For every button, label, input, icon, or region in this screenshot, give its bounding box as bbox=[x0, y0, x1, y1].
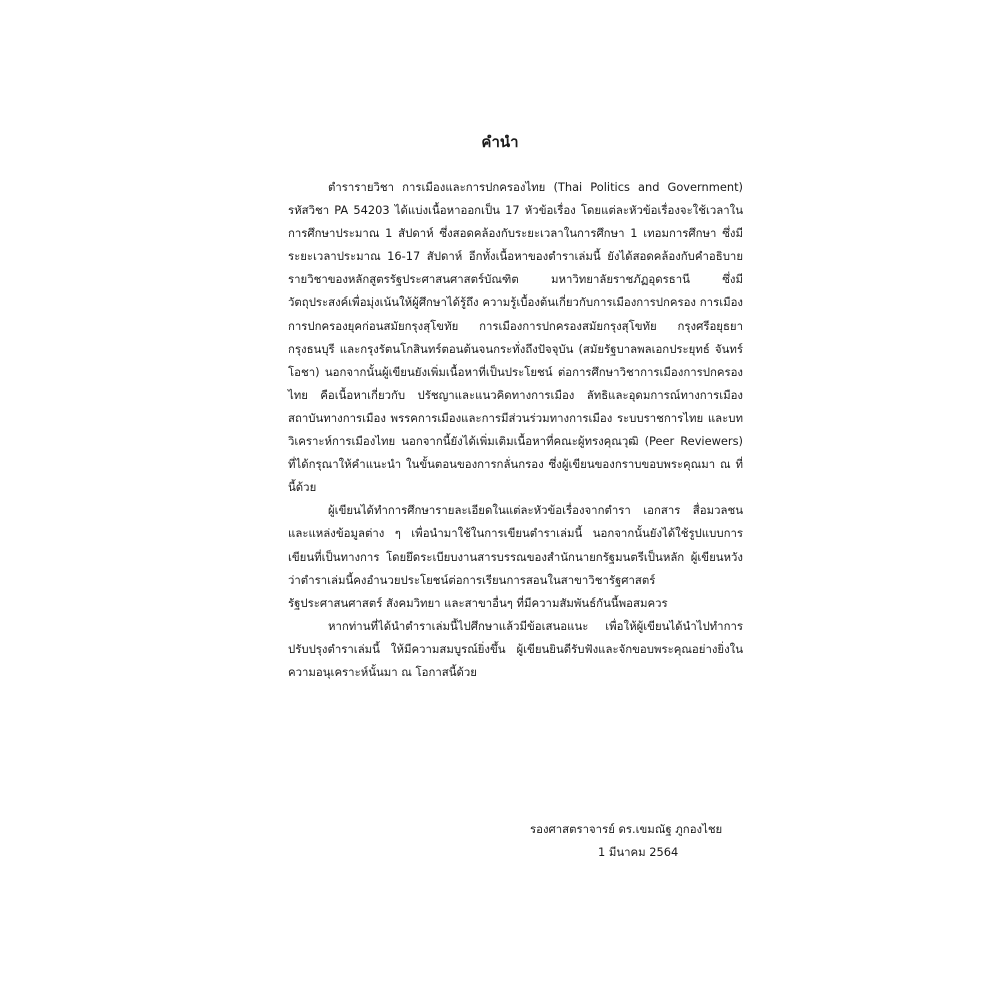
signature-date: 1 มีนาคม 2564 bbox=[598, 845, 679, 859]
preface-paragraph-2: ผู้เขียนได้ทำการศึกษารายละเอียดในแต่ละหัวข้อเรื่องจากตำรา เอกสาร สื่อมวลชน และแหล่งข้อมูลต่าง ๆ เพื่อนำมาใช้ในการเขียนตำราเล่มนี้ นอกจากนั้นยังได้ใช้รูปแบบการเขียนที่เป็นทางการ โดยยึดระเบียบงานสารบรรณของสำนักนายกรัฐมนตรีเป็นหลัก ผู้เขียนหวังว่าตำราเล่มนี้คงอำนวยประโยชน์ต่อการเรียนการสอนในสาขาวิชารัฐศาสตร์ รัฐประศาสนศาสตร์ สังคมวิทยา และสาขาอื่นๆ ที่มีความสัมพันธ์กันนี้พอสมควร bbox=[288, 503, 743, 610]
author-name: รองศาสตราจารย์ ดร.เขมณัฐ ภูกองไชย bbox=[530, 822, 723, 836]
preface-body bbox=[288, 176, 743, 684]
preface-paragraph-3: หากท่านที่ได้นำตำราเล่มนี้ไปศึกษาแล้วมีข้อเสนอแนะ เพื่อให้ผู้เขียนได้นำไปทำการปรับปรุงตำราเล่มนี้ ให้มีความสมบูรณ์ยิ่งขึ้น ผู้เขียนยินดีรับฟังและจักขอบพระคุณอย่างยิ่งในความอนุเคราะห์นั้นมา ณ โอกาสนี้ด้วย bbox=[288, 618, 743, 679]
page-title: คำนำ bbox=[481, 133, 519, 151]
signature-block bbox=[530, 818, 750, 864]
preface-paragraph-1: ตำรารายวิชา การเมืองและการปกครองไทย (Thai Politics and Government) รหัสวิชา PA 54203 ได้แบ่งเนื้อหาออกเป็น 17 หัวข้อเรื่อง โดยแต่ละหัวข้อเรื่องจะใช้เวลาในการศึกษาประมาณ 1 สัปดาห์ ซึ่งสอดคล้องกับระยะเวลาในการศึกษา 1 เทอมการศึกษา ซึ่งมีระยะเวลาประมาณ 16-17 สัปดาห์ อีกทั้งเนื้อหาของตำราเล่มนี้ ยังได้สอดคล้องกับคำอธิบายรายวิชาของหลักสูตรรัฐประศาสนศาสตร์บัณฑิต มหาวิทยาลัยราชภัฏอุดรธานี ซึ่งมีวัตถุประสงค์เพื่อมุ่งเน้นให้ผู้ศึกษาได้รู้ถึง ความรู้เบื้องต้นเกี่ยวกับการเมืองการปกครอง การเมืองการปกครองยุคก่อนสมัยกรุงสุโขทัย การเมืองการปกครองสมัยกรุงสุโขทัย กรุงศรีอยุธยา กรุงธนบุรี และกรุงรัตนโกสินทร์ตอนต้นจนกระทั่งถึงปัจจุบัน (สมัยรัฐบาลพลเอกประยุทธ์ จันทร์โอชา) นอกจากนั้นผู้เขียนยังเพิ่มเนื้อหาที่เป็นประโยชน์ ต่อการศึกษาวิชาการเมืองการปกครองไทย คือเนื้อหาเกี่ยวกับ ปรัชญาและแนวคิดทางการเมือง ลัทธิและอุดมการณ์ทางการเมือง สถาบันทางการเมือง พรรคการเมืองและการมีส่วนร่วมทางการเมือง ระบบราชการไทย และบทวิเคราะห์การเมืองไทย นอกจากนี้ยังได้เพิ่มเติมเนื้อหาที่คณะผู้ทรงคุณวุฒิ (Peer Reviewers) ที่ได้กรุณาให้คำแนะนำ ในขั้นตอนของการกลั่นกรอง ซึ่งผู้เขียนของกราบขอบพระคุณมา ณ ที่นี้ด้วย bbox=[288, 180, 743, 495]
